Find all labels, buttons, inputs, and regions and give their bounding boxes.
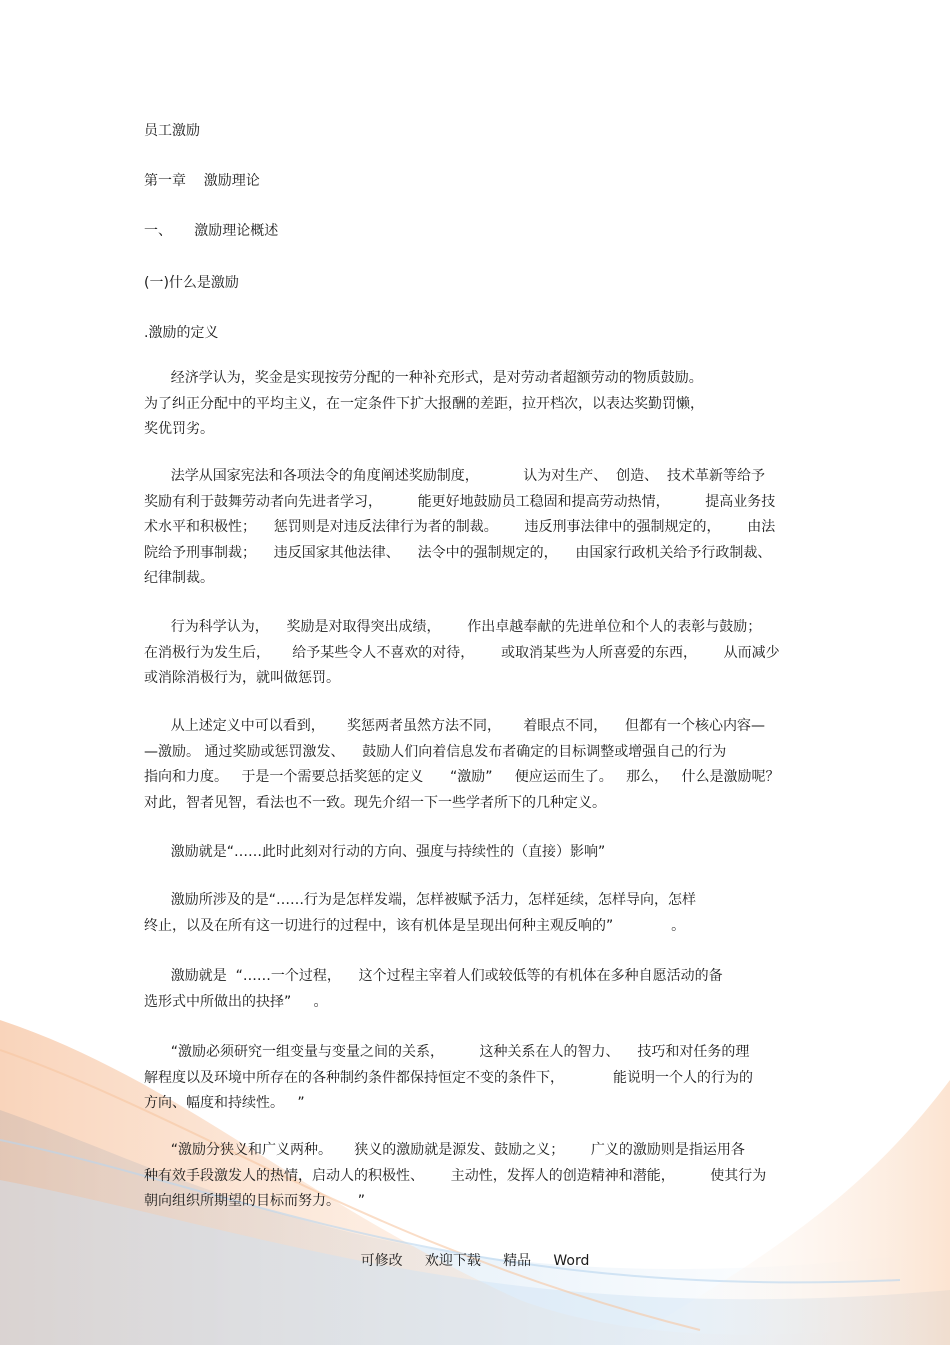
definition-quote-2 <box>144 888 814 939</box>
definition-quote-5 <box>144 1138 814 1215</box>
text-line: “激励分狭义和广义两种。 狭义的激励就是源发、鼓励之义； 广义的激励则是指运用各 <box>144 1142 745 1158</box>
text-line: 终止，以及在所有这一切进行的过程中，该有机体是呈现出何种主观反响的” 。 <box>144 917 686 934</box>
text-line: 法学从国家宪法和各项法令的角度阐述奖励制度， 认为对生产、 创造、 技术革新等给予 <box>144 468 766 484</box>
page-footer: 可修改 欢迎下载 精品 Word <box>360 1253 590 1269</box>
text-line: 朝向组织所期望的目标而努力。 ” <box>144 1193 366 1209</box>
text-line: 为了纠正分配中的平均主义，在一定条件下扩大报酬的差距，拉开档次，以表达奖勤罚懒， <box>144 395 704 412</box>
text-line: 对此，智者见智，看法也不一致。现先介绍一下一些学者所下的几种定义。 <box>144 794 606 811</box>
paragraph-behavioral-science <box>144 615 814 692</box>
paragraph-law <box>144 464 814 592</box>
chapter-heading: 第一章 激励理论 <box>144 173 260 189</box>
subsection-heading: (一)什么是激励 <box>144 275 239 291</box>
text-line: 指向和力度。 于是一个需要总括奖惩的定义 “激励” 便应运而生了。 那么， 什么是激励呢？ <box>144 769 780 785</box>
definition-subtitle: .激励的定义 <box>144 325 219 341</box>
text-line: 激励就是“……此时此刻对行动的方向、强度与持续性的（直接）影响” <box>144 844 606 860</box>
section-heading: 一、 激励理论概述 <box>144 223 279 239</box>
text-line: 激励所涉及的是“……行为是怎样发端，怎样被赋予活力，怎样延续，怎样导向，怎样 <box>144 892 696 908</box>
text-line: 激励就是 “……一个过程， 这个过程主宰着人们或较低等的有机体在多种自愿活动的备 <box>144 968 723 984</box>
text-line: 奖优罚劣。 <box>144 421 214 437</box>
text-line: 在消极行为发生后， 给予某些令人不喜欢的对待， 或取消某些为人所喜爱的东西， 从而减少 <box>144 644 780 661</box>
text-line: 选形式中所做出的抉择” 。 <box>144 993 328 1010</box>
definition-quote-4 <box>144 1040 814 1117</box>
definition-quote-3 <box>144 964 814 1015</box>
text-line: 纪律制裁。 <box>144 570 214 586</box>
text-line: “激励必须研究一组变量与变量之间的关系， 这种关系在人的智力、 技巧和对任务的理 <box>144 1044 750 1060</box>
text-line: 术水平和积极性； 惩罚则是对违反法律行为者的制裁。 违反刑事法律中的强制规定的， 由法 <box>144 519 776 535</box>
paragraph-summary <box>144 714 814 816</box>
text-line: 或消除消极行为，就叫做惩罚。 <box>144 670 340 686</box>
paragraph-economics <box>144 366 814 443</box>
definition-quote-1 <box>144 840 814 866</box>
text-line: 从上述定义中可以看到， 奖惩两者虽然方法不同， 着眼点不同， 但都有一个核心内容— <box>144 718 766 734</box>
text-line: 奖励有利于鼓舞劳动者向先进者学习， 能更好地鼓励员工稳固和提高劳动热情， 提高业务技 <box>144 493 776 510</box>
text-line: 行为科学认为， 奖励是对取得突出成绩， 作出卓越奉献的先进单位和个人的表彰与鼓励； <box>144 619 762 635</box>
text-line: 种有效手段激发人的热情，启动人的积极性、 主动性，发挥人的创造精神和潜能， 使其行为 <box>144 1167 767 1184</box>
text-line: 经济学认为，奖金是实现按劳分配的一种补充形式，是对劳动者超额劳动的物质鼓励。 <box>144 370 703 386</box>
text-line: —激励。 通过奖励或惩罚激发、 鼓励人们向着信息发布者确定的目标调整或增强自己的行为 <box>144 743 727 760</box>
document-title: 员工激励 <box>144 123 200 139</box>
text-line: 方向、幅度和持续性。 ” <box>144 1095 305 1111</box>
text-line: 院给予刑事制裁； 违反国家其他法律、 法令中的强制规定的， 由国家行政机关给予行政制裁、 <box>144 544 772 561</box>
text-line: 解程度以及环境中所存在的各种制约条件都保持恒定不变的条件下， 能说明一个人的行为的 <box>144 1069 753 1086</box>
